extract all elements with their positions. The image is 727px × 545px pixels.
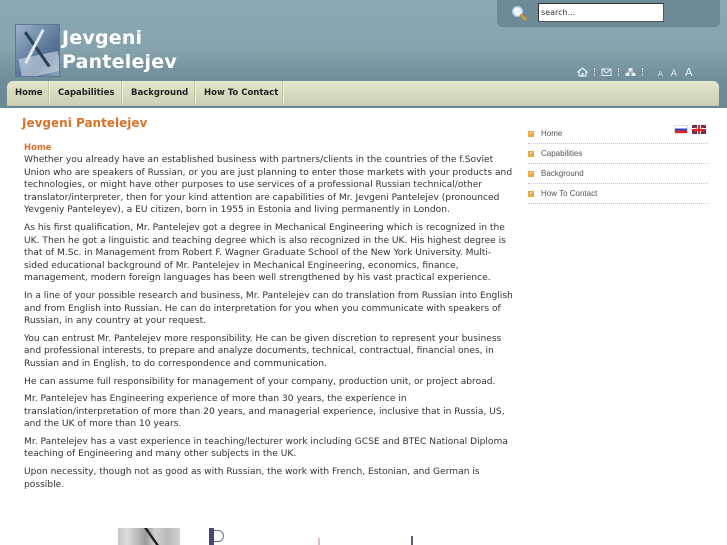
photo-thumbnail (411, 536, 413, 545)
sidebar-item-capabilities[interactable] (528, 144, 708, 164)
arrow-bullet-icon (528, 191, 534, 197)
sitemap-icon[interactable] (625, 67, 636, 77)
font-size-small-button[interactable]: A (658, 70, 663, 78)
sidebar-menu (528, 124, 708, 204)
home-icon[interactable] (577, 67, 588, 77)
sidebar-item-label: Background (541, 169, 584, 178)
arrow-bullet-icon (528, 131, 534, 137)
search-panel (497, 0, 720, 27)
font-size-controls (658, 66, 693, 79)
paragraph: In a line of your possible research and business, Mr. Pantelejev can do translation from Russian into English and from English into Russian. He can do interpretation for you when you communicate with speakers of Russian, in any country at your request. (24, 290, 513, 327)
sidebar-item-background[interactable] (528, 164, 708, 184)
paragraph: As his first qualification, Mr. Pantelejev got a degree in Mechanical Engineering which is recognized in the UK. Then he got a linguistic and teaching degree which is also recognized in the UK. His highest degree is that of M.Sc. in Management from Robert F. Wagner Graduate School of the New York University. Multi-sided educational background of Mr. Pantelejev in Mechanical Engineering, economics, finance, management, modern foreign languages has been well strengthened by his vast practical experience. (24, 222, 506, 284)
nav-item-capabilities[interactable]: Capabilities (49, 81, 122, 105)
paragraph: He can assume full responsibility for management of your company, production unit, or project abroad. (24, 376, 496, 387)
search-input[interactable] (538, 3, 664, 22)
paragraph: Mr. Pantelejev has Engineering experience of more than 30 years, the experience in translation/interpretation of more than 20 years, and managerial experience, inclusive that in Russia, US, and the UK of more than 10 years. (24, 394, 505, 430)
toolbar-divider (642, 68, 643, 76)
toolbar-divider (618, 68, 619, 76)
sidebar-item-label: Capabilities (541, 149, 583, 158)
paragraph: You can entrust Mr. Pantelejev more responsibility. He can be given discretion to represent your business and professional interests, to prepare and analyze documents, technical, contractual, financial ones, in Russian and in English, to do correspondence and communication. (24, 333, 502, 369)
sidebar-item-label: How To Contact (541, 189, 598, 198)
section-label: Home (24, 143, 52, 153)
arrow-bullet-icon (528, 151, 534, 157)
font-size-large-button[interactable]: A (684, 66, 693, 79)
nav-item-background[interactable]: Background (122, 81, 195, 105)
toolbar-divider (594, 68, 595, 76)
sidebar-item-label: Home (541, 129, 563, 138)
arrow-bullet-icon (528, 171, 534, 177)
photo-thumbnail (318, 538, 320, 545)
search-icon[interactable] (511, 5, 527, 21)
site-title[interactable] (62, 26, 177, 74)
sidebar-item-how-to-contact[interactable] (528, 184, 708, 204)
page-title: Jevgeni Pantelejev (22, 116, 148, 130)
main-nav (7, 81, 719, 106)
paragraph: Whether you already have an established business with partners/clients in the countries of the f.Soviet Union who are speakers of Russian, or you are just planning to enter those markets with your products and technologies, or might have other purposes to use services of a professional Russian technical/other translator/interpreter, then for your kind attention are capabilities of Mr. Jevgeni Pantelejev (pronounced Yevgeniy Panteleyev), a EU citizen, born in 1955 in Estonia and living permanently in London. (24, 155, 513, 216)
nav-item-home[interactable]: Home (7, 81, 49, 105)
site-title-line1: Jevgeni (62, 27, 143, 49)
toolbar-icons (577, 66, 649, 78)
logo-image[interactable] (15, 24, 60, 77)
main-content (24, 114, 514, 496)
site-title-line2: Pantelejev (62, 51, 177, 73)
image-strip (118, 528, 418, 545)
paragraph: Upon necessity, though not as good as with Russian, the work with French, Estonian, and German is possible. (24, 467, 480, 490)
font-size-medium-button[interactable]: A (670, 69, 677, 79)
photo-thumbnail (118, 528, 180, 545)
sidebar-item-home[interactable] (528, 124, 708, 144)
paragraph: Mr. Pantelejev has a vast experience in teaching/lecturer work including GCSE and BTEC National Diploma teaching of Engineering and many other subjects in the UK. (24, 436, 508, 460)
mail-icon[interactable] (601, 67, 612, 77)
nav-item-how-to-contact[interactable]: How To Contact (195, 81, 283, 105)
photo-thumbnail-detail (214, 530, 224, 542)
